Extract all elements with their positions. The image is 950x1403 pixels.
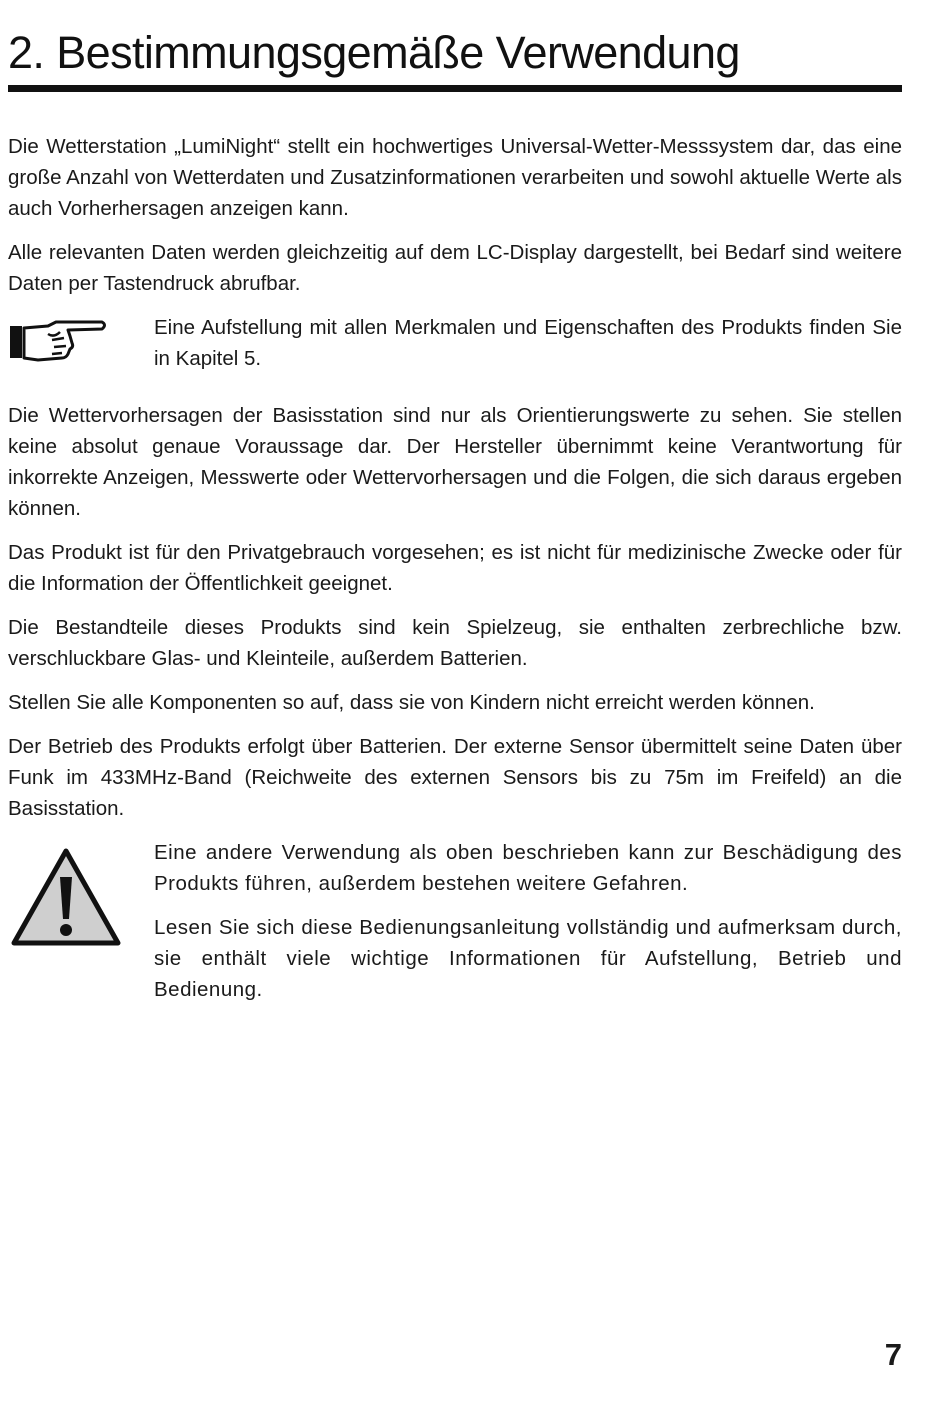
pointing-hand-icon [8,316,108,366]
section-heading: 2. Bestimmungsgemäße Verwendung [8,27,740,78]
section-body [8,131,902,1031]
warning-triangle-icon [10,847,122,947]
paragraph-operation: Der Betrieb des Produkts erfolgt über Batterien. Der externe Sensor übermittelt seine Daten über Funk im 433MHz-Band (Reichweite des externen Sensors bis zu 75m im Freifeld) an die Basisstation. [8,735,902,820]
heading-rule [8,85,902,92]
warning-text-misuse: Eine andere Verwendung als oben beschrieben kann zur Beschädigung des Produkts führen, außerdem bestehen weitere Gefahren. [154,841,902,895]
paragraph-components: Die Bestandteile dieses Produkts sind kein Spielzeug, sie enthalten zerbrechliche bzw. verschluckbare Glas- und Kleinteile, außerdem Batterien. [8,616,902,670]
paragraph-private-use: Das Produkt ist für den Privatgebrauch vorgesehen; es ist nicht für medizinische Zwecke oder für die Information der Öffentlichkeit geeignet. [8,541,902,595]
hint-text: Eine Aufstellung mit allen Merkmalen und Eigenschaften des Produkts finden Sie in Kapitel 5. [154,316,902,370]
page-number: 7 [884,1337,902,1372]
warning-icon-container [8,837,154,947]
paragraph-display: Alle relevanten Daten werden gleichzeitig auf dem LC-Display dargestellt, bei Bedarf sind weitere Daten per Tastendruck abrufbar. [8,241,902,295]
paragraph-forecast: Die Wettervorhersagen der Basisstation sind nur als Orientierungswerte zu sehen. Sie stellen keine absolut genaue Voraussage dar. Der Hersteller übernimmt keine Verantwortung für inkorrekte Anzeigen, Messwerte oder Wettervorhersagen und die Folgen, die sich daraus ergeben können. [8,404,902,520]
hint-note [8,312,902,387]
warning-text-read-manual: Lesen Sie sich diese Bedienungsanleitung vollständig und aufmerksam durch, sie enthält viele wichtige Informationen für Aufstellung, Betrieb und Bedienung. [154,916,902,1001]
paragraph-children: Stellen Sie alle Komponenten so auf, dass sie von Kindern nicht erreicht werden können. [8,691,815,714]
warning-note [8,837,902,1018]
paragraph-intro: Die Wetterstation „LumiNight“ stellt ein hochwertiges Universal-Wetter-Messsystem dar, das eine große Anzahl von Wetterdaten und Zusatzinformationen verarbeiten und sowohl aktuelle Werte als auch Vorherhersagen anzeigen kann. [8,135,902,220]
hint-icon-container [8,312,154,366]
